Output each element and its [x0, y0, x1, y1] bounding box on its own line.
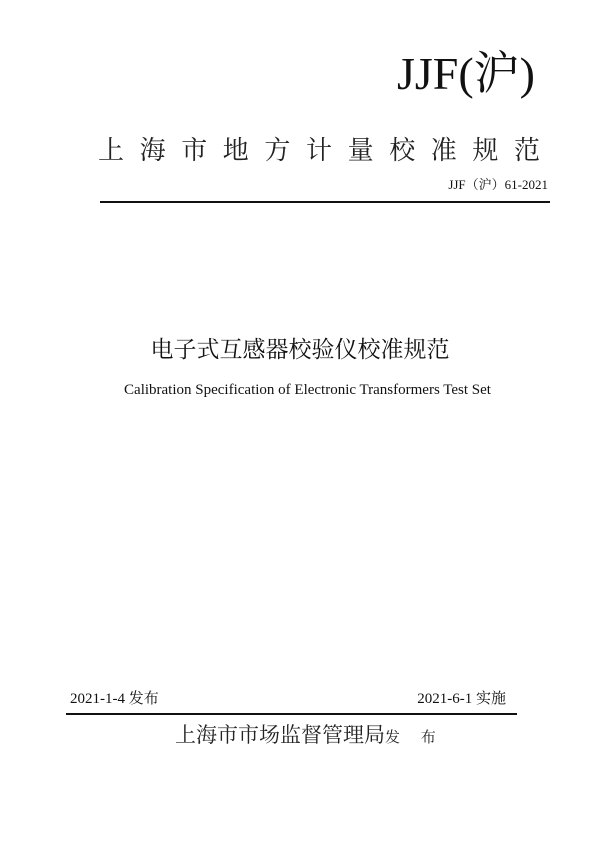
publisher-name: 上海市市场监督管理局: [175, 723, 385, 747]
issue-date: 2021-1-4 发布: [70, 691, 159, 707]
document-title: 电子式互感器校验仪校准规范: [150, 337, 450, 363]
publisher: [175, 721, 444, 751]
document-title-english: Calibration Specification of Electronic Transformers Test Set: [124, 382, 491, 398]
organization-line: 上海市地方计量校准规范: [98, 136, 556, 166]
series-mark: JJF(沪): [396, 48, 535, 99]
header-divider: [100, 201, 550, 203]
document-code: JJF（沪）61-2021: [448, 177, 548, 192]
footer-divider: [66, 713, 517, 715]
publisher-suffix: 发 布: [385, 728, 444, 746]
effective-date: 2021-6-1 实施: [417, 691, 506, 707]
